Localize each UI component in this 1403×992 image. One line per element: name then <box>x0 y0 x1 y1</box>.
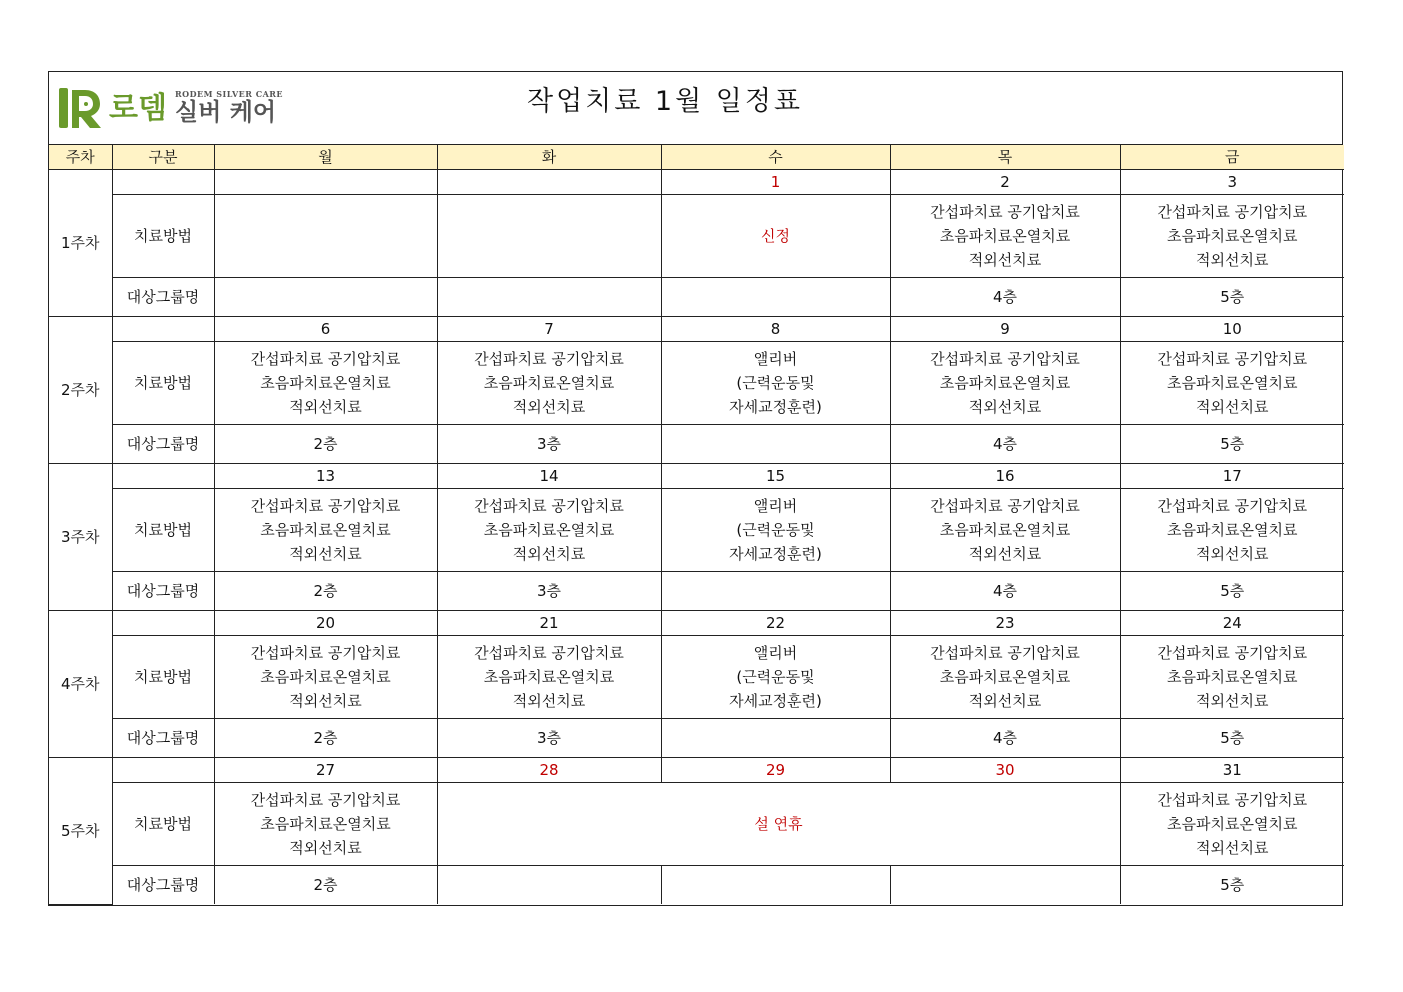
treatment-line: 간섭파치료 공기압치료 <box>1157 644 1308 662</box>
group-cell: 4층 <box>890 278 1120 317</box>
date-row-label <box>112 611 214 636</box>
treatment-line: 초음파치료온열치료 <box>260 374 391 392</box>
treatment-cell <box>1120 195 1344 278</box>
treatment-line: 초음파치료온열치료 <box>939 374 1071 392</box>
treatment-line: 간섭파치료 공기압치료 <box>930 497 1080 515</box>
treatment-line: 적외선치료 <box>968 398 1042 416</box>
company-logo <box>57 86 283 130</box>
treatment-cell <box>661 342 890 425</box>
treatment-line: 적외선치료 <box>289 545 362 563</box>
date-cell: 27 <box>214 758 437 783</box>
treatment-line: 간섭파치료 공기압치료 <box>250 644 401 662</box>
week-label: 1주차 <box>49 170 112 317</box>
group-cell: 2층 <box>214 719 437 758</box>
group-label: 대상그룹명 <box>112 425 214 464</box>
group-cell: 3층 <box>437 719 661 758</box>
group-cell: 4층 <box>890 719 1120 758</box>
treatment-line: 초음파치료온열치료 <box>939 521 1071 539</box>
date-cell: 16 <box>890 464 1120 489</box>
treatment-line: 적외선치료 <box>289 692 362 710</box>
logo-mark-icon <box>57 86 103 130</box>
treatment-line: 신정 <box>761 227 790 245</box>
group-cell <box>661 278 890 317</box>
week-label: 3주차 <box>49 464 112 611</box>
treatment-line: 초음파치료온열치료 <box>939 227 1071 245</box>
date-row <box>49 464 1344 489</box>
group-cell: 4층 <box>890 572 1120 611</box>
treatment-cell <box>437 195 661 278</box>
treatment-line: (근력운동및 <box>736 668 815 686</box>
holiday-cell: 설 연휴 <box>437 783 1120 866</box>
header-row <box>49 145 1344 170</box>
treatment-line: 간섭파치료 공기압치료 <box>250 350 401 368</box>
header-category: 구분 <box>112 145 214 170</box>
treatment-line: 적외선치료 <box>1196 839 1269 857</box>
treatment-line: 간섭파치료 공기압치료 <box>474 644 624 662</box>
date-cell: 17 <box>1120 464 1344 489</box>
date-cell: 28 <box>437 758 661 783</box>
treatment-label: 치료방법 <box>112 636 214 719</box>
treatment-cell <box>890 636 1120 719</box>
treatment-line: 적외선치료 <box>1196 251 1269 269</box>
group-row <box>49 278 1344 317</box>
treatment-row <box>49 195 1344 278</box>
date-cell: 13 <box>214 464 437 489</box>
group-cell: 2층 <box>214 866 437 905</box>
date-cell: 22 <box>661 611 890 636</box>
group-cell <box>661 719 890 758</box>
treatment-line: 앨리버 <box>753 644 798 662</box>
treatment-line: 앨리버 <box>753 497 798 515</box>
treatment-line: 초음파치료온열치료 <box>260 668 391 686</box>
treatment-line: 간섭파치료 공기압치료 <box>474 497 624 515</box>
group-cell: 5층 <box>1120 719 1344 758</box>
treatment-line: 적외선치료 <box>289 398 362 416</box>
date-cell: 2 <box>890 170 1120 195</box>
treatment-label: 치료방법 <box>112 489 214 572</box>
treatment-line: 간섭파치료 공기압치료 <box>930 644 1080 662</box>
treatment-row <box>49 342 1344 425</box>
header-day-mon: 월 <box>214 145 437 170</box>
treatment-line: (근력운동및 <box>736 521 815 539</box>
date-row <box>49 170 1344 195</box>
treatment-cell <box>890 195 1120 278</box>
treatment-line: 적외선치료 <box>289 839 362 857</box>
group-cell <box>661 572 890 611</box>
date-cell: 1 <box>661 170 890 195</box>
header-day-thu: 목 <box>890 145 1120 170</box>
date-cell: 31 <box>1120 758 1344 783</box>
group-cell <box>437 866 661 905</box>
treatment-line: 간섭파치료 공기압치료 <box>930 203 1080 221</box>
group-label: 대상그룹명 <box>112 572 214 611</box>
treatment-cell <box>1120 489 1344 572</box>
treatment-label: 치료방법 <box>112 783 214 866</box>
header-day-wed: 수 <box>661 145 890 170</box>
week-label: 2주차 <box>49 317 112 464</box>
treatment-line: 간섭파치료 공기압치료 <box>1157 350 1308 368</box>
treatment-cell <box>437 342 661 425</box>
treatment-line: 초음파치료온열치료 <box>260 815 391 833</box>
group-cell: 5층 <box>1120 278 1344 317</box>
group-row <box>49 572 1344 611</box>
treatment-cell <box>437 489 661 572</box>
treatment-line: 초음파치료온열치료 <box>483 374 615 392</box>
date-cell: 10 <box>1120 317 1344 342</box>
header-week: 주차 <box>49 145 112 170</box>
treatment-cell <box>1120 636 1344 719</box>
treatment-line: 간섭파치료 공기압치료 <box>1157 791 1308 809</box>
date-cell: 24 <box>1120 611 1344 636</box>
treatment-cell <box>214 195 437 278</box>
treatment-line: 자세교정훈련) <box>729 398 822 416</box>
date-cell: 29 <box>661 758 890 783</box>
group-cell: 2층 <box>214 425 437 464</box>
treatment-label: 치료방법 <box>112 342 214 425</box>
treatment-cell <box>214 636 437 719</box>
treatment-cell <box>890 489 1120 572</box>
date-row <box>49 317 1344 342</box>
group-cell <box>890 866 1120 905</box>
treatment-line: 간섭파치료 공기압치료 <box>250 497 401 515</box>
treatment-line: 초음파치료온열치료 <box>483 668 615 686</box>
treatment-cell <box>890 342 1120 425</box>
date-row <box>49 758 1344 783</box>
treatment-line: 초음파치료온열치료 <box>1167 668 1298 686</box>
group-cell: 3층 <box>437 572 661 611</box>
date-cell: 30 <box>890 758 1120 783</box>
schedule-table <box>49 145 1344 905</box>
date-cell: 23 <box>890 611 1120 636</box>
page-title: 작업치료 1월 일정표 <box>527 86 803 117</box>
date-cell: 21 <box>437 611 661 636</box>
treatment-line: 적외선치료 <box>512 398 586 416</box>
treatment-line: 간섭파치료 공기압치료 <box>1157 203 1308 221</box>
date-row <box>49 611 1344 636</box>
treatment-row <box>49 636 1344 719</box>
treatment-line: 적외선치료 <box>1196 692 1269 710</box>
date-cell: 15 <box>661 464 890 489</box>
group-cell <box>661 425 890 464</box>
treatment-row <box>49 783 1344 866</box>
date-row-label <box>112 317 214 342</box>
title-row <box>49 72 1342 145</box>
treatment-line: 적외선치료 <box>968 251 1042 269</box>
group-row <box>49 866 1344 905</box>
treatment-cell <box>661 489 890 572</box>
treatment-line: 자세교정훈련) <box>729 545 822 563</box>
group-cell <box>437 278 661 317</box>
treatment-line: 자세교정훈련) <box>729 692 822 710</box>
group-cell: 5층 <box>1120 866 1344 905</box>
treatment-line: 간섭파치료 공기압치료 <box>250 791 401 809</box>
date-cell: 20 <box>214 611 437 636</box>
week-label: 5주차 <box>49 758 112 905</box>
treatment-label: 치료방법 <box>112 195 214 278</box>
treatment-cell <box>1120 342 1344 425</box>
treatment-line: 간섭파치료 공기압치료 <box>1157 497 1308 515</box>
date-row-label <box>112 758 214 783</box>
treatment-line: 초음파치료온열치료 <box>1167 521 1298 539</box>
treatment-cell <box>1120 783 1344 866</box>
group-row <box>49 719 1344 758</box>
group-cell <box>661 866 890 905</box>
date-row-label <box>112 170 214 195</box>
header-day-tue: 화 <box>437 145 661 170</box>
header-day-fri: 금 <box>1120 145 1344 170</box>
group-cell: 2층 <box>214 572 437 611</box>
treatment-line: 적외선치료 <box>968 545 1042 563</box>
logo-brand-en: RODEM SILVER CARE <box>174 89 284 99</box>
treatment-line: 앨리버 <box>753 350 798 368</box>
group-label: 대상그룹명 <box>112 719 214 758</box>
week-label: 4주차 <box>49 611 112 758</box>
date-cell: 14 <box>437 464 661 489</box>
treatment-cell <box>661 636 890 719</box>
date-cell: 7 <box>437 317 661 342</box>
logo-brand-sub: 실버 케어 <box>174 98 277 126</box>
treatment-line: 초음파치료온열치료 <box>1167 815 1298 833</box>
schedule-sheet <box>48 71 1343 906</box>
treatment-line: 초음파치료온열치료 <box>939 668 1071 686</box>
group-label: 대상그룹명 <box>112 866 214 905</box>
treatment-line: 초음파치료온열치료 <box>483 521 615 539</box>
treatment-line: 적외선치료 <box>1196 545 1269 563</box>
treatment-line: 적외선치료 <box>968 692 1042 710</box>
date-cell: 6 <box>214 317 437 342</box>
treatment-line: (근력운동및 <box>736 374 815 392</box>
date-row-label <box>112 464 214 489</box>
treatment-cell <box>437 636 661 719</box>
date-cell: 3 <box>1120 170 1344 195</box>
treatment-line: 적외선치료 <box>512 545 586 563</box>
date-cell: 8 <box>661 317 890 342</box>
group-cell: 5층 <box>1120 572 1344 611</box>
treatment-cell <box>661 195 890 278</box>
date-cell: 9 <box>890 317 1120 342</box>
group-label: 대상그룹명 <box>112 278 214 317</box>
treatment-line: 적외선치료 <box>512 692 586 710</box>
treatment-row <box>49 489 1344 572</box>
group-cell: 4층 <box>890 425 1120 464</box>
treatment-line: 간섭파치료 공기압치료 <box>930 350 1080 368</box>
date-cell <box>437 170 661 195</box>
logo-brand-ko: 로뎀 <box>109 91 167 126</box>
treatment-line: 간섭파치료 공기압치료 <box>474 350 624 368</box>
treatment-line: 초음파치료온열치료 <box>260 521 391 539</box>
date-cell <box>214 170 437 195</box>
group-cell: 5층 <box>1120 425 1344 464</box>
treatment-cell <box>214 342 437 425</box>
treatment-line: 적외선치료 <box>1196 398 1269 416</box>
treatment-line: 초음파치료온열치료 <box>1167 374 1298 392</box>
group-row <box>49 425 1344 464</box>
group-cell: 3층 <box>437 425 661 464</box>
treatment-line: 초음파치료온열치료 <box>1167 227 1298 245</box>
group-cell <box>214 278 437 317</box>
treatment-cell <box>214 783 437 866</box>
treatment-cell <box>214 489 437 572</box>
